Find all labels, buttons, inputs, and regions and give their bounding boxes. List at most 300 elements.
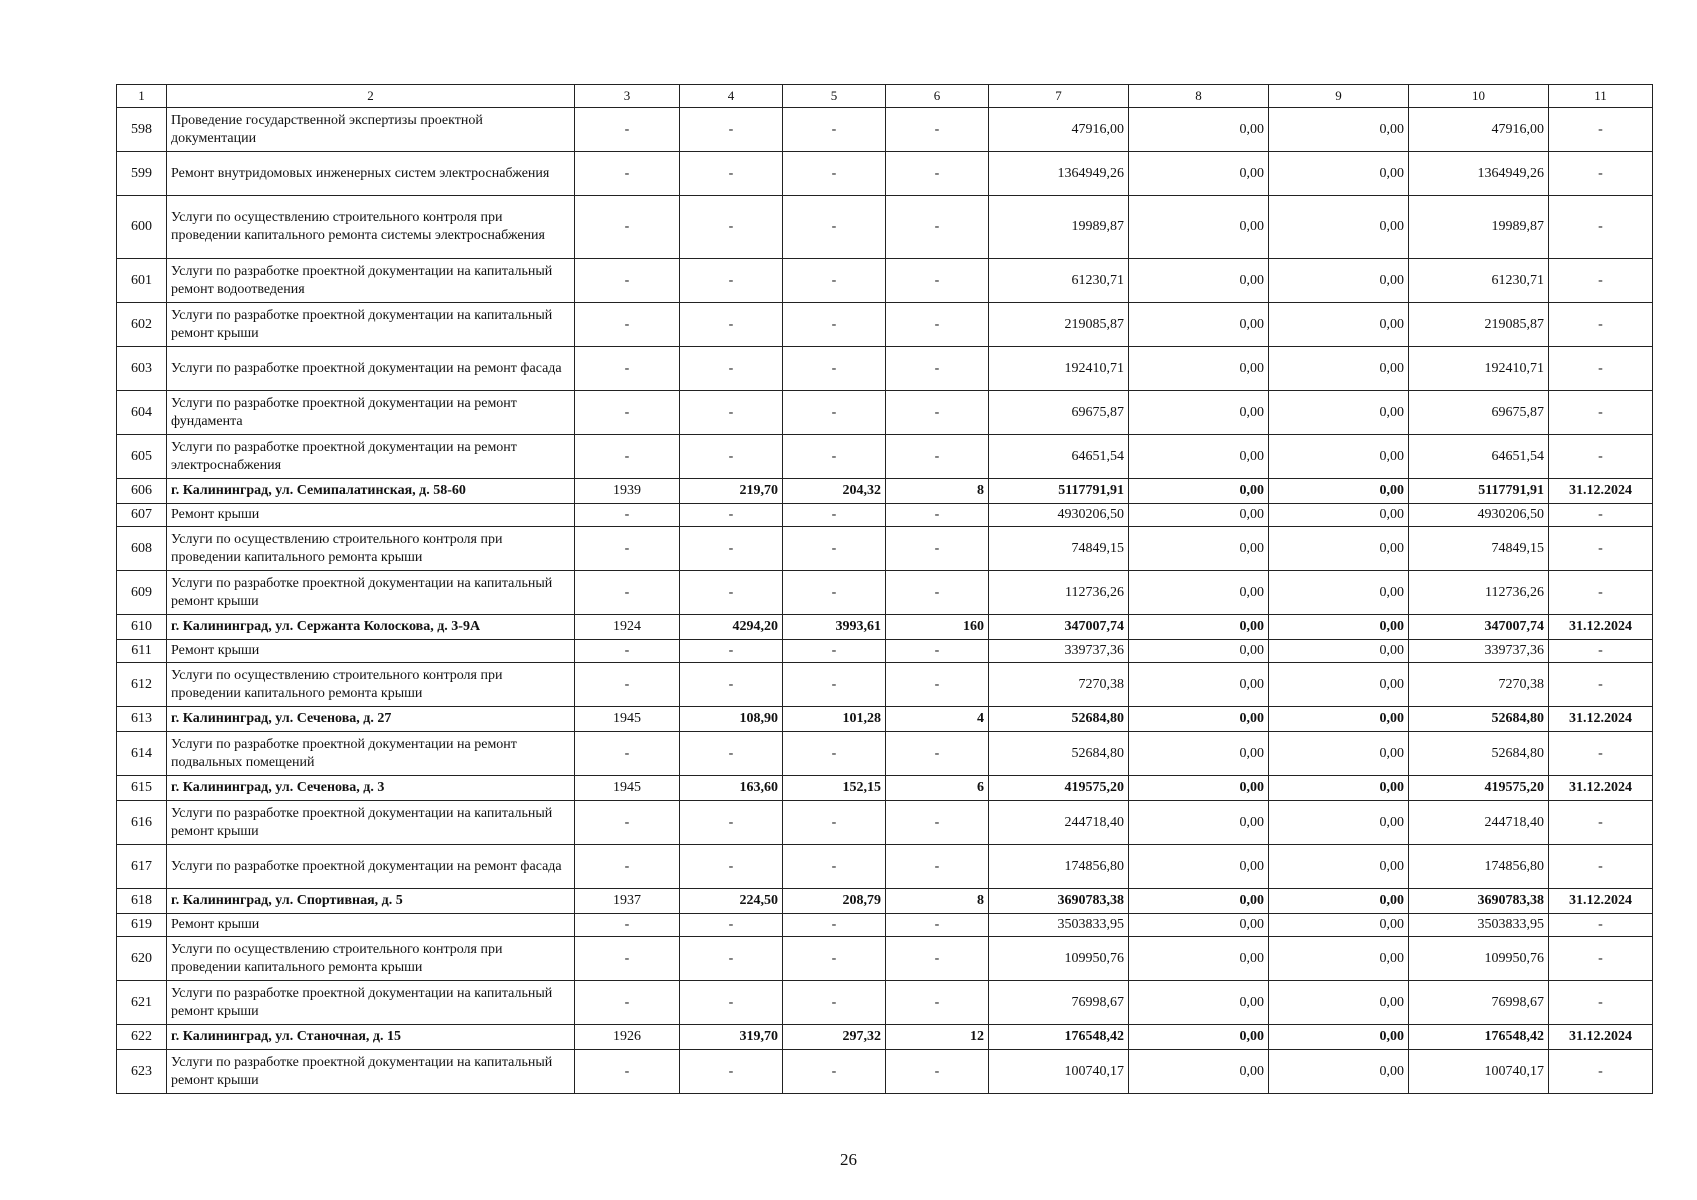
col-7-cell: 3690783,38 (989, 889, 1129, 914)
col-5-cell: - (783, 845, 886, 889)
col-7-cell: 192410,71 (989, 347, 1129, 391)
col-3-cell: 1939 (575, 479, 680, 504)
row-description: Ремонт крыши (167, 504, 575, 527)
row-description: г. Калининград, ул. Сеченова, д. 27 (167, 707, 575, 732)
column-header: 9 (1269, 85, 1409, 108)
col-9-cell: 0,00 (1269, 889, 1409, 914)
col-5-cell: - (783, 981, 886, 1025)
table-row (117, 801, 1653, 845)
col-11-cell: - (1549, 937, 1653, 981)
col-8-cell: 0,00 (1129, 259, 1269, 303)
column-header: 11 (1549, 85, 1653, 108)
col-11-cell: - (1549, 801, 1653, 845)
col-4-cell: - (680, 108, 783, 152)
column-header: 8 (1129, 85, 1269, 108)
col-8-cell: 0,00 (1129, 1025, 1269, 1050)
column-header: 4 (680, 85, 783, 108)
col-10-cell: 52684,80 (1409, 707, 1549, 732)
col-8-cell: 0,00 (1129, 479, 1269, 504)
col-10-cell: 47916,00 (1409, 108, 1549, 152)
col-4-cell: - (680, 303, 783, 347)
col-10-cell: 64651,54 (1409, 435, 1549, 479)
col-8-cell: 0,00 (1129, 889, 1269, 914)
col-11-cell: - (1549, 303, 1653, 347)
col-7-cell: 61230,71 (989, 259, 1129, 303)
col-8-cell: 0,00 (1129, 196, 1269, 259)
column-header: 1 (117, 85, 167, 108)
col-10-cell: 19989,87 (1409, 196, 1549, 259)
page-number: 26 (840, 1150, 857, 1169)
row-description: Ремонт крыши (167, 640, 575, 663)
col-10-cell: 4930206,50 (1409, 504, 1549, 527)
row-number: 605 (117, 435, 167, 479)
col-4-cell: - (680, 152, 783, 196)
row-description: Ремонт внутридомовых инженерных систем электроснабжения (167, 152, 575, 196)
row-description: Услуги по разработке проектной документации на ремонт фасада (167, 347, 575, 391)
col-9-cell: 0,00 (1269, 981, 1409, 1025)
col-5-cell: - (783, 527, 886, 571)
col-5-cell: - (783, 259, 886, 303)
col-8-cell: 0,00 (1129, 504, 1269, 527)
col-5-cell: 3993,61 (783, 615, 886, 640)
col-5-cell: - (783, 347, 886, 391)
col-6-cell: - (886, 391, 989, 435)
col-3-cell: - (575, 152, 680, 196)
col-4-cell: - (680, 845, 783, 889)
col-8-cell: 0,00 (1129, 663, 1269, 707)
col-4-cell: - (680, 259, 783, 303)
col-11-cell: 31.12.2024 (1549, 1025, 1653, 1050)
col-5-cell: - (783, 303, 886, 347)
row-description: Услуги по разработке проектной документации на ремонт фасада (167, 845, 575, 889)
row-description: г. Калининград, ул. Станочная, д. 15 (167, 1025, 575, 1050)
col-8-cell: 0,00 (1129, 1050, 1269, 1094)
col-7-cell: 69675,87 (989, 391, 1129, 435)
table-row (117, 527, 1653, 571)
row-number: 613 (117, 707, 167, 732)
col-3-cell: - (575, 663, 680, 707)
col-5-cell: - (783, 914, 886, 937)
row-number: 614 (117, 732, 167, 776)
col-3-cell: 1945 (575, 776, 680, 801)
col-9-cell: 0,00 (1269, 663, 1409, 707)
col-6-cell: 8 (886, 889, 989, 914)
col-7-cell: 244718,40 (989, 801, 1129, 845)
col-4-cell: - (680, 732, 783, 776)
address-row (117, 776, 1653, 801)
col-4-cell: 4294,20 (680, 615, 783, 640)
table-row (117, 435, 1653, 479)
row-description: Услуги по разработке проектной документации на капитальный ремонт крыши (167, 801, 575, 845)
col-11-cell: 31.12.2024 (1549, 889, 1653, 914)
col-8-cell: 0,00 (1129, 981, 1269, 1025)
col-10-cell: 3690783,38 (1409, 889, 1549, 914)
col-3-cell: - (575, 196, 680, 259)
col-5-cell: - (783, 732, 886, 776)
col-3-cell: - (575, 259, 680, 303)
col-9-cell: 0,00 (1269, 504, 1409, 527)
column-header: 5 (783, 85, 886, 108)
col-3-cell: - (575, 732, 680, 776)
col-10-cell: 244718,40 (1409, 801, 1549, 845)
row-description: Услуги по осуществлению строительного контроля при проведении капитального ремонта крыши (167, 937, 575, 981)
col-10-cell: 61230,71 (1409, 259, 1549, 303)
col-4-cell: 163,60 (680, 776, 783, 801)
col-9-cell: 0,00 (1269, 1050, 1409, 1094)
col-3-cell: - (575, 504, 680, 527)
col-6-cell: 12 (886, 1025, 989, 1050)
col-10-cell: 69675,87 (1409, 391, 1549, 435)
col-9-cell: 0,00 (1269, 435, 1409, 479)
col-7-cell: 112736,26 (989, 571, 1129, 615)
column-header: 3 (575, 85, 680, 108)
col-9-cell: 0,00 (1269, 615, 1409, 640)
col-11-cell: 31.12.2024 (1549, 707, 1653, 732)
col-10-cell: 3503833,95 (1409, 914, 1549, 937)
col-11-cell: - (1549, 391, 1653, 435)
col-6-cell: 160 (886, 615, 989, 640)
col-3-cell: - (575, 391, 680, 435)
col-6-cell: - (886, 504, 989, 527)
col-10-cell: 339737,36 (1409, 640, 1549, 663)
col-11-cell: - (1549, 663, 1653, 707)
row-description: Ремонт крыши (167, 914, 575, 937)
col-3-cell: - (575, 845, 680, 889)
col-8-cell: 0,00 (1129, 845, 1269, 889)
col-9-cell: 0,00 (1269, 347, 1409, 391)
col-11-cell: - (1549, 914, 1653, 937)
col-9-cell: 0,00 (1269, 914, 1409, 937)
col-8-cell: 0,00 (1129, 435, 1269, 479)
row-number: 618 (117, 889, 167, 914)
col-7-cell: 74849,15 (989, 527, 1129, 571)
table-body (117, 85, 1653, 1094)
col-4-cell: 219,70 (680, 479, 783, 504)
col-5-cell: - (783, 391, 886, 435)
table-row (117, 347, 1653, 391)
capital-repair-register-table (116, 84, 1653, 1094)
col-8-cell: 0,00 (1129, 776, 1269, 801)
row-number: 601 (117, 259, 167, 303)
row-number: 617 (117, 845, 167, 889)
col-9-cell: 0,00 (1269, 845, 1409, 889)
column-header: 7 (989, 85, 1129, 108)
col-4-cell: - (680, 527, 783, 571)
col-10-cell: 174856,80 (1409, 845, 1549, 889)
col-11-cell: - (1549, 571, 1653, 615)
col-7-cell: 1364949,26 (989, 152, 1129, 196)
col-8-cell: 0,00 (1129, 391, 1269, 435)
row-description: Услуги по разработке проектной документации на ремонт фундамента (167, 391, 575, 435)
col-3-cell: - (575, 1050, 680, 1094)
table-row (117, 108, 1653, 152)
col-3-cell: - (575, 937, 680, 981)
table-row (117, 663, 1653, 707)
col-7-cell: 419575,20 (989, 776, 1129, 801)
row-description: Услуги по разработке проектной документации на капитальный ремонт крыши (167, 981, 575, 1025)
row-description: Услуги по осуществлению строительного контроля при проведении капитального ремонта крыши (167, 663, 575, 707)
col-9-cell: 0,00 (1269, 479, 1409, 504)
row-number: 610 (117, 615, 167, 640)
col-7-cell: 5117791,91 (989, 479, 1129, 504)
col-7-cell: 19989,87 (989, 196, 1129, 259)
table-row (117, 152, 1653, 196)
row-description: Услуги по разработке проектной документации на капитальный ремонт крыши (167, 1050, 575, 1094)
row-number: 598 (117, 108, 167, 152)
col-6-cell: - (886, 640, 989, 663)
col-5-cell: - (783, 571, 886, 615)
col-9-cell: 0,00 (1269, 259, 1409, 303)
row-description: Услуги по разработке проектной документации на капитальный ремонт водоотведения (167, 259, 575, 303)
col-7-cell: 176548,42 (989, 1025, 1129, 1050)
col-10-cell: 7270,38 (1409, 663, 1549, 707)
col-5-cell: - (783, 435, 886, 479)
col-3-cell: 1937 (575, 889, 680, 914)
table-row (117, 571, 1653, 615)
col-6-cell: - (886, 108, 989, 152)
row-description: Услуги по разработке проектной документации на ремонт электроснабжения (167, 435, 575, 479)
col-11-cell: - (1549, 1050, 1653, 1094)
col-5-cell: - (783, 504, 886, 527)
table-row (117, 981, 1653, 1025)
col-6-cell: - (886, 571, 989, 615)
col-8-cell: 0,00 (1129, 707, 1269, 732)
col-8-cell: 0,00 (1129, 527, 1269, 571)
row-number: 622 (117, 1025, 167, 1050)
col-5-cell: - (783, 108, 886, 152)
row-description: Услуги по разработке проектной документации на капитальный ремонт крыши (167, 571, 575, 615)
col-10-cell: 1364949,26 (1409, 152, 1549, 196)
col-9-cell: 0,00 (1269, 303, 1409, 347)
row-number: 621 (117, 981, 167, 1025)
col-5-cell: - (783, 196, 886, 259)
col-3-cell: - (575, 571, 680, 615)
row-description: Услуги по осуществлению строительного контроля при проведении капитального ремонта крыши (167, 527, 575, 571)
col-8-cell: 0,00 (1129, 732, 1269, 776)
col-11-cell: - (1549, 504, 1653, 527)
col-10-cell: 76998,67 (1409, 981, 1549, 1025)
row-description: г. Калининград, ул. Сержанта Колоскова, д. 3-9А (167, 615, 575, 640)
col-11-cell: - (1549, 196, 1653, 259)
col-5-cell: - (783, 663, 886, 707)
row-number: 615 (117, 776, 167, 801)
col-7-cell: 339737,36 (989, 640, 1129, 663)
table-row (117, 640, 1653, 663)
row-number: 600 (117, 196, 167, 259)
row-number: 623 (117, 1050, 167, 1094)
col-3-cell: - (575, 801, 680, 845)
col-4-cell: - (680, 981, 783, 1025)
table-row (117, 196, 1653, 259)
col-3-cell: - (575, 435, 680, 479)
column-header: 6 (886, 85, 989, 108)
col-9-cell: 0,00 (1269, 776, 1409, 801)
col-4-cell: 108,90 (680, 707, 783, 732)
table-row (117, 914, 1653, 937)
col-5-cell: - (783, 801, 886, 845)
col-7-cell: 47916,00 (989, 108, 1129, 152)
col-5-cell: - (783, 1050, 886, 1094)
col-5-cell: 204,32 (783, 479, 886, 504)
row-number: 603 (117, 347, 167, 391)
col-5-cell: 208,79 (783, 889, 886, 914)
row-number: 616 (117, 801, 167, 845)
row-number: 606 (117, 479, 167, 504)
col-10-cell: 100740,17 (1409, 1050, 1549, 1094)
row-description: Услуги по разработке проектной документации на капитальный ремонт крыши (167, 303, 575, 347)
address-row (117, 1025, 1653, 1050)
col-4-cell: - (680, 196, 783, 259)
col-7-cell: 3503833,95 (989, 914, 1129, 937)
row-number: 602 (117, 303, 167, 347)
col-4-cell: - (680, 937, 783, 981)
col-6-cell: 6 (886, 776, 989, 801)
col-4-cell: - (680, 914, 783, 937)
column-number-header-row (117, 85, 1653, 108)
col-8-cell: 0,00 (1129, 615, 1269, 640)
col-11-cell: 31.12.2024 (1549, 776, 1653, 801)
col-3-cell: 1926 (575, 1025, 680, 1050)
col-9-cell: 0,00 (1269, 801, 1409, 845)
col-7-cell: 52684,80 (989, 707, 1129, 732)
table-row (117, 303, 1653, 347)
col-4-cell: - (680, 504, 783, 527)
row-number: 608 (117, 527, 167, 571)
col-4-cell: - (680, 571, 783, 615)
col-3-cell: 1924 (575, 615, 680, 640)
col-7-cell: 347007,74 (989, 615, 1129, 640)
col-6-cell: - (886, 152, 989, 196)
address-row (117, 889, 1653, 914)
col-6-cell: - (886, 914, 989, 937)
col-6-cell: 4 (886, 707, 989, 732)
table-row (117, 937, 1653, 981)
col-8-cell: 0,00 (1129, 152, 1269, 196)
col-6-cell: - (886, 845, 989, 889)
table-row (117, 732, 1653, 776)
column-header: 10 (1409, 85, 1549, 108)
col-8-cell: 0,00 (1129, 914, 1269, 937)
table-row (117, 504, 1653, 527)
col-10-cell: 5117791,91 (1409, 479, 1549, 504)
col-5-cell: - (783, 640, 886, 663)
col-11-cell: - (1549, 732, 1653, 776)
col-4-cell: - (680, 391, 783, 435)
col-4-cell: 224,50 (680, 889, 783, 914)
col-9-cell: 0,00 (1269, 640, 1409, 663)
col-11-cell: - (1549, 347, 1653, 391)
row-description: г. Калининград, ул. Спортивная, д. 5 (167, 889, 575, 914)
col-5-cell: 101,28 (783, 707, 886, 732)
col-10-cell: 192410,71 (1409, 347, 1549, 391)
row-description: г. Калининград, ул. Семипалатинская, д. 58-60 (167, 479, 575, 504)
col-9-cell: 0,00 (1269, 196, 1409, 259)
row-description: Проведение государственной экспертизы проектной документации (167, 108, 575, 152)
col-6-cell: - (886, 732, 989, 776)
row-number: 599 (117, 152, 167, 196)
col-5-cell: - (783, 937, 886, 981)
col-9-cell: 0,00 (1269, 527, 1409, 571)
col-5-cell: 152,15 (783, 776, 886, 801)
col-11-cell: - (1549, 981, 1653, 1025)
row-number: 611 (117, 640, 167, 663)
col-4-cell: - (680, 1050, 783, 1094)
col-4-cell: - (680, 801, 783, 845)
table-row (117, 1050, 1653, 1094)
col-10-cell: 112736,26 (1409, 571, 1549, 615)
col-3-cell: 1945 (575, 707, 680, 732)
col-3-cell: - (575, 981, 680, 1025)
col-7-cell: 219085,87 (989, 303, 1129, 347)
col-5-cell: - (783, 152, 886, 196)
col-6-cell: - (886, 196, 989, 259)
col-6-cell: - (886, 801, 989, 845)
col-11-cell: - (1549, 845, 1653, 889)
col-11-cell: 31.12.2024 (1549, 479, 1653, 504)
col-10-cell: 74849,15 (1409, 527, 1549, 571)
col-10-cell: 176548,42 (1409, 1025, 1549, 1050)
col-8-cell: 0,00 (1129, 801, 1269, 845)
col-11-cell: - (1549, 640, 1653, 663)
col-10-cell: 109950,76 (1409, 937, 1549, 981)
address-row (117, 479, 1653, 504)
col-6-cell: 8 (886, 479, 989, 504)
col-8-cell: 0,00 (1129, 640, 1269, 663)
col-7-cell: 7270,38 (989, 663, 1129, 707)
address-row (117, 707, 1653, 732)
col-9-cell: 0,00 (1269, 1025, 1409, 1050)
row-number: 604 (117, 391, 167, 435)
col-4-cell: - (680, 347, 783, 391)
row-description: г. Калининград, ул. Сеченова, д. 3 (167, 776, 575, 801)
col-10-cell: 52684,80 (1409, 732, 1549, 776)
row-number: 612 (117, 663, 167, 707)
col-10-cell: 419575,20 (1409, 776, 1549, 801)
col-9-cell: 0,00 (1269, 732, 1409, 776)
col-7-cell: 109950,76 (989, 937, 1129, 981)
col-6-cell: - (886, 937, 989, 981)
col-7-cell: 4930206,50 (989, 504, 1129, 527)
col-3-cell: - (575, 347, 680, 391)
col-3-cell: - (575, 303, 680, 347)
col-7-cell: 64651,54 (989, 435, 1129, 479)
row-number: 619 (117, 914, 167, 937)
col-7-cell: 76998,67 (989, 981, 1129, 1025)
col-3-cell: - (575, 527, 680, 571)
col-6-cell: - (886, 347, 989, 391)
row-number: 609 (117, 571, 167, 615)
col-11-cell: - (1549, 152, 1653, 196)
col-11-cell: - (1549, 259, 1653, 303)
col-6-cell: - (886, 981, 989, 1025)
col-11-cell: 31.12.2024 (1549, 615, 1653, 640)
col-6-cell: - (886, 527, 989, 571)
col-6-cell: - (886, 435, 989, 479)
register-table-container (116, 84, 1652, 1094)
col-11-cell: - (1549, 108, 1653, 152)
col-9-cell: 0,00 (1269, 152, 1409, 196)
col-9-cell: 0,00 (1269, 571, 1409, 615)
table-row (117, 391, 1653, 435)
col-8-cell: 0,00 (1129, 108, 1269, 152)
col-4-cell: - (680, 663, 783, 707)
col-8-cell: 0,00 (1129, 303, 1269, 347)
col-9-cell: 0,00 (1269, 707, 1409, 732)
col-3-cell: - (575, 640, 680, 663)
row-description: Услуги по разработке проектной документации на ремонт подвальных помещений (167, 732, 575, 776)
table-row (117, 259, 1653, 303)
col-9-cell: 0,00 (1269, 937, 1409, 981)
